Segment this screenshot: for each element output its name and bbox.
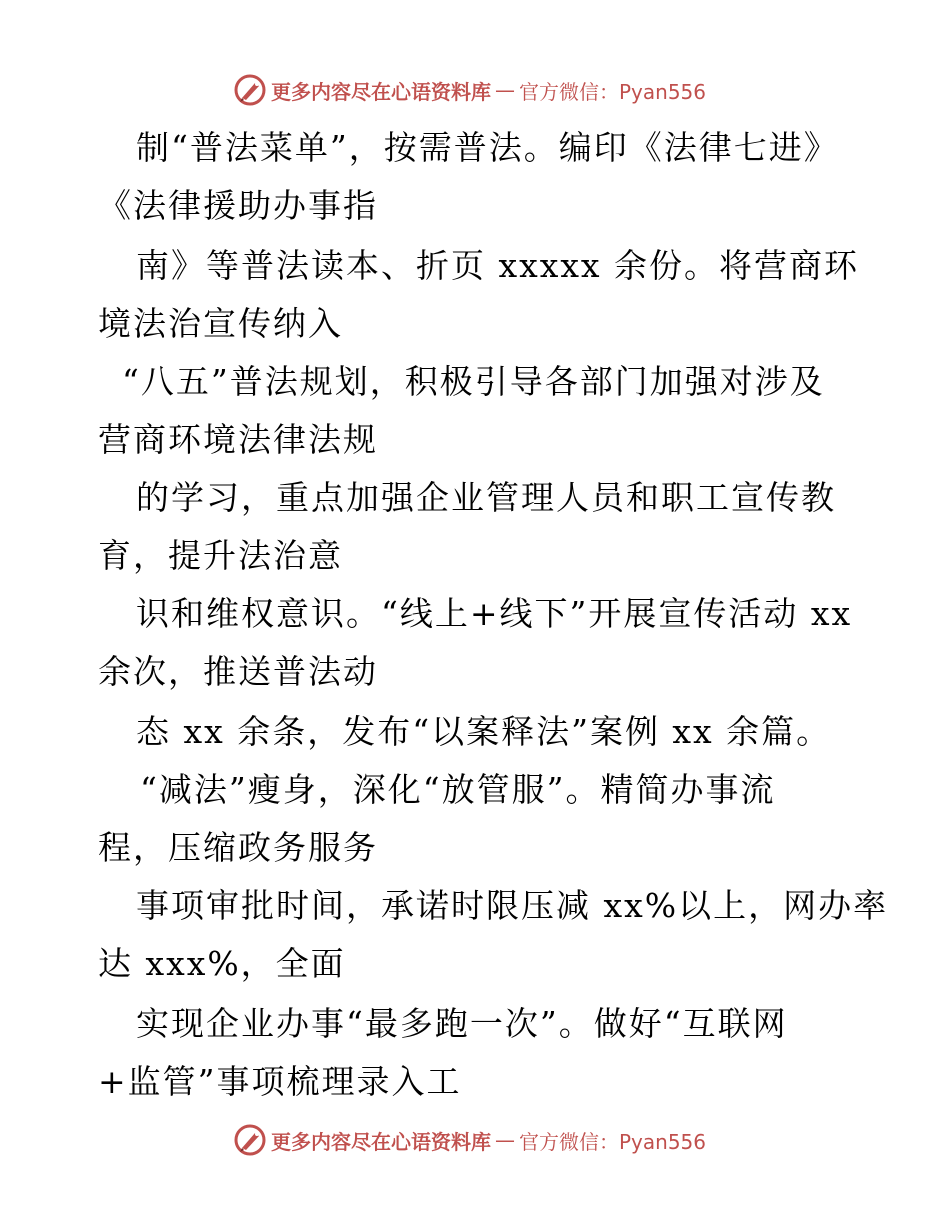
pen-logo-icon	[233, 1123, 267, 1157]
body-line: 余次，推送普法动	[98, 652, 378, 691]
watermark-wechat-text: 官方微信：Pyan556	[519, 1129, 707, 1154]
body-line: 识和维权意识。“线上+线下”开展宣传活动 xx	[136, 594, 853, 633]
body-line: 《法律援助办事指	[98, 186, 378, 225]
body-line: 的学习，重点加强企业管理人员和职工宣传教	[136, 478, 836, 517]
body-line: 程，压缩政务服务	[98, 828, 378, 867]
body-line: “减法”瘦身，深化“放管服”。精简办事流	[140, 770, 776, 809]
body-line: 达 xxx%，全面	[98, 944, 346, 983]
body-line: 实现企业办事“最多跑一次”。做好“互联网	[136, 1004, 788, 1043]
body-line: +监管”事项梳理录入工	[98, 1062, 462, 1101]
body-line: 事项审批时间，承诺时限压减 xx%以上，网办率	[136, 886, 889, 925]
watermark-footer	[233, 1122, 706, 1158]
body-line: “八五”普法规划，积极引导各部门加强对涉及	[122, 362, 825, 401]
watermark-main-text: 更多内容尽在心语资料库	[271, 79, 491, 104]
watermark-main-text: 更多内容尽在心语资料库	[271, 1129, 491, 1154]
watermark-header	[233, 72, 706, 108]
body-line: 态 xx 余条，发布“以案释法”案例 xx 余篇。	[136, 712, 832, 751]
body-line: 制“普法菜单”，按需普法。编印《法律七进》	[136, 128, 839, 167]
body-line: 境法治宣传纳入	[98, 304, 343, 343]
body-line: 育，提升法治意	[98, 536, 343, 575]
body-line: 南》等普法读本、折页 xxxxx 余份。将营商环	[136, 246, 860, 285]
body-line: 营商环境法律法规	[98, 420, 378, 459]
watermark-dash: —	[495, 1128, 515, 1152]
watermark-dash: —	[495, 78, 515, 102]
watermark-wechat-text: 官方微信：Pyan556	[519, 79, 707, 104]
pen-logo-icon	[233, 73, 267, 107]
